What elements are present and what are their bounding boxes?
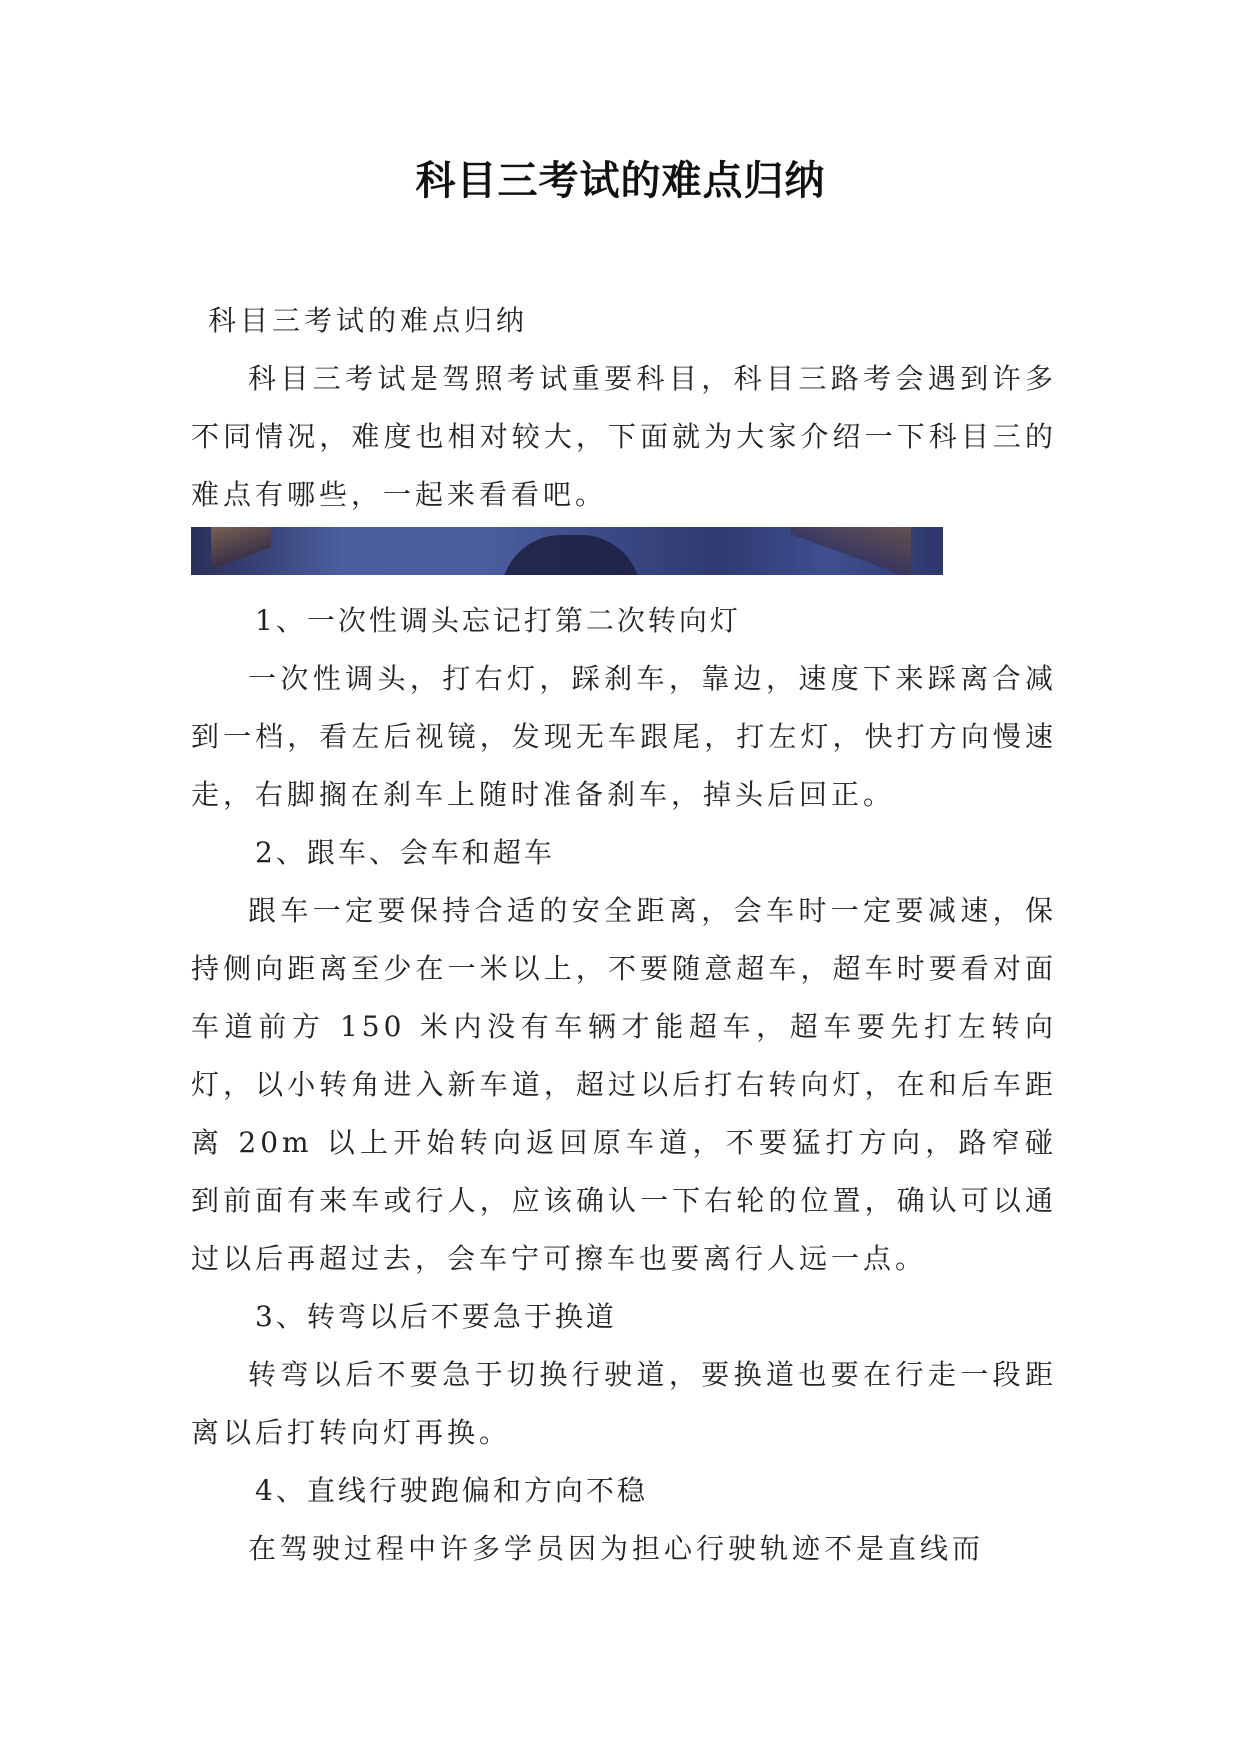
page-title: 科目三考试的难点归纳 xyxy=(415,158,826,204)
section-body-2: 跟车一定要保持合适的安全距离，会车时一定要减速，保持侧向距离至少在一米以上，不要随意超车，超车时要看对面车道前方 150 米内没有车辆才能超车，超车要先打左转向灯，以小转角进入新车道，超过以后打右转向灯，在和后车距离 20m 以上开始转向返回原车道，不要猛打方向，路窄碰到前面有来车或行人，应该确认一下右轮的位置，确认可以通过以后再超过去，会车宁可擦车也要离行人远一点。 xyxy=(191,894,1057,1275)
document-body xyxy=(191,292,1057,1578)
document-subtitle: 科目三考试的难点归纳 xyxy=(208,304,529,337)
section-heading-3: 3、转弯以后不要急于换道 xyxy=(255,1300,617,1333)
section-heading-2: 2、跟车、会车和超车 xyxy=(255,836,555,869)
section-heading-4: 4、直线行驶跑偏和方向不稳 xyxy=(255,1474,648,1507)
section-body-4: 在驾驶过程中许多学员因为担心行驶轨迹不是直线而 xyxy=(248,1532,985,1565)
section-body-3: 转弯以后不要急于切换行驶道，要换道也要在行走一段距离以后打转向灯再换。 xyxy=(191,1358,1057,1449)
section-heading-1: 1、一次性调头忘记打第二次转向灯 xyxy=(255,604,741,637)
intro-paragraph: 科目三考试是驾照考试重要科目，科目三路考会遇到许多不同情况，难度也相对较大，下面就为大家介绍一下科目三的难点有哪些，一起来看看吧。 xyxy=(191,362,1057,511)
article-photo xyxy=(191,527,943,575)
section-body-1: 一次性调头，打右灯，踩刹车，靠边，速度下来踩离合减到一档，看左后视镜，发现无车跟尾，打左灯，快打方向慢速走，右脚搁在刹车上随时准备刹车，掉头后回正。 xyxy=(191,662,1057,811)
